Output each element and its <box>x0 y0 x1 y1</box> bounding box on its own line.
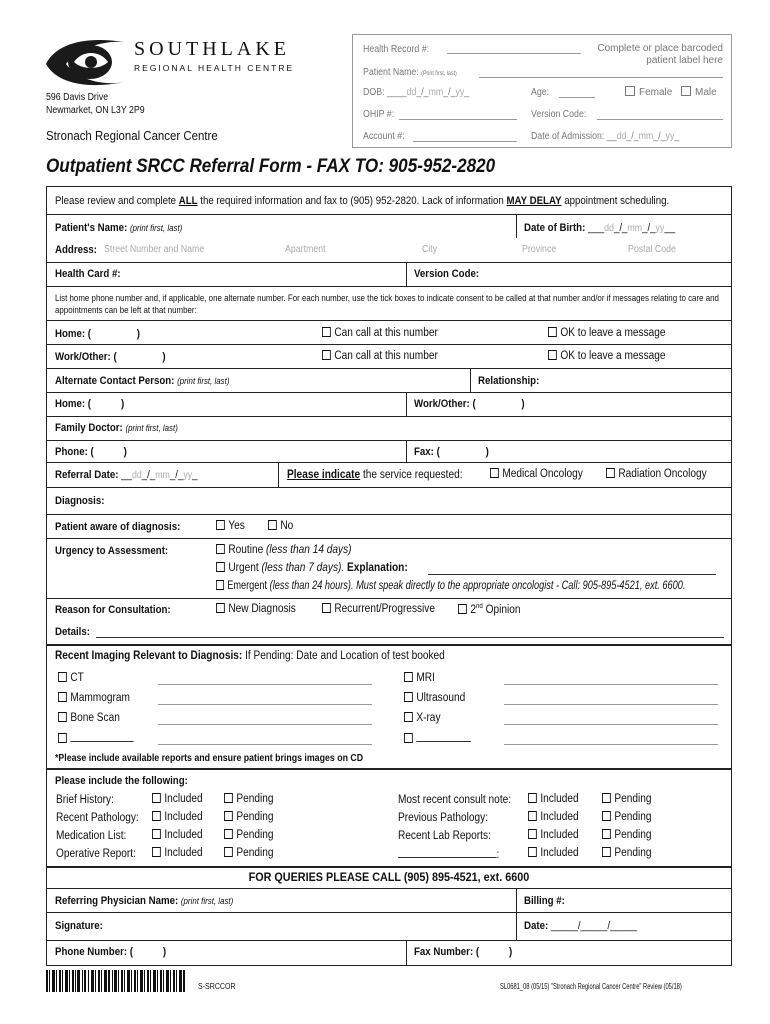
urgency-urgent-checkbox[interactable]: Urgent (less than 7 days). Explanation: <box>216 562 408 574</box>
referral-date-field[interactable]: Referral Date: __dd_/_mm_/_yy_ <box>55 469 198 481</box>
urgency-routine-checkbox[interactable]: Routine (less than 14 days) <box>216 544 352 556</box>
prev-path-included-checkbox[interactable]: Included <box>528 811 579 823</box>
details-field[interactable] <box>96 637 724 638</box>
lab-pending-checkbox[interactable]: Pending <box>602 829 651 841</box>
divider <box>46 768 732 770</box>
recurrent-checkbox[interactable]: Recurrent/Progressive <box>322 603 435 615</box>
male-checkbox[interactable]: Male <box>681 86 717 98</box>
details-label: Details: <box>55 626 90 638</box>
physician-phone-field[interactable]: Phone Number: ( ) <box>55 946 167 958</box>
imaging-ultrasound-checkbox[interactable]: Ultrasound <box>404 692 465 704</box>
physician-name-field[interactable]: Referring Physician Name: (print first, last) <box>55 895 234 907</box>
urgency-emergent-checkbox[interactable]: Emergent (less than 24 hours). Must speak directly to the appropriate oncologist - Call: 905-895-4521, ext. 6600. <box>216 580 685 592</box>
work-can-call-checkbox[interactable]: Can call at this number <box>322 350 438 362</box>
divider <box>46 286 732 287</box>
operative-report-label: Operative Report: <box>56 848 136 860</box>
city-field[interactable]: City <box>422 244 438 255</box>
imaging-other-right-checkbox[interactable] <box>404 732 471 745</box>
history-included-checkbox[interactable]: Included <box>152 793 203 805</box>
female-checkbox[interactable]: Female <box>625 86 672 98</box>
medication-list-label: Medication List: <box>56 830 127 842</box>
dob-field[interactable]: Date of Birth: ___dd_/_mm_/_yy__ <box>524 222 676 234</box>
divider <box>406 940 407 966</box>
divider <box>46 598 732 599</box>
service-requested-label: Please indicate the service requested: <box>287 469 463 481</box>
urgency-label: Urgency to Assessment: <box>55 545 169 557</box>
diagnosis-label[interactable]: Diagnosis: <box>55 495 105 507</box>
operative-pending-checkbox[interactable]: Pending <box>224 847 273 859</box>
family-doctor-label[interactable]: Family Doctor: (print first, last) <box>55 422 178 434</box>
imaging-bone-scan-checkbox[interactable]: Bone Scan <box>58 712 120 724</box>
imaging-note: *Please include available reports and ensure patient brings images on CD <box>55 753 364 764</box>
dob-label: DOB: ____dd_/_mm_/_yy_ <box>363 87 470 98</box>
divider <box>46 262 732 263</box>
alternate-work-field[interactable]: Work/Other: ( ) <box>414 398 525 410</box>
divider <box>516 214 517 238</box>
form-code: S-SRCCOR <box>198 982 236 991</box>
consult-included-checkbox[interactable]: Included <box>528 793 579 805</box>
previous-pathology-label: Previous Pathology: <box>398 812 489 824</box>
divider <box>46 866 732 868</box>
form-title: Outpatient SRCC Referral Form - FAX TO: 905-952-2820 <box>46 156 496 177</box>
relationship-label[interactable]: Relationship: <box>478 375 540 387</box>
province-field[interactable]: Province <box>522 244 557 255</box>
aware-no-checkbox[interactable]: No <box>268 520 293 532</box>
home-phone-field[interactable]: Home: ( ) <box>55 328 141 340</box>
hospital-logo <box>44 36 126 86</box>
revision-note: SL0681_08 (05/15) "Stronach Regional Cancer Centre" Review (05/18) <box>500 982 682 991</box>
pathology-included-checkbox[interactable]: Included <box>152 811 203 823</box>
ct-details-field[interactable] <box>158 684 372 685</box>
work-phone-field[interactable]: Work/Other: ( ) <box>55 351 166 363</box>
pathology-pending-checkbox[interactable]: Pending <box>224 811 273 823</box>
aware-yes-checkbox[interactable]: Yes <box>216 520 245 532</box>
work-ok-message-checkbox[interactable]: OK to leave a message <box>548 350 666 362</box>
ohip-label: OHIP #: <box>363 109 395 120</box>
brief-history-label: Brief History: <box>56 794 114 806</box>
imaging-mammogram-checkbox[interactable]: Mammogram <box>58 692 130 704</box>
admission-label: Date of Admission: __dd_/_mm_/_yy_ <box>531 131 680 142</box>
address-line1: 596 Davis Drive <box>46 92 109 103</box>
divider <box>46 416 732 417</box>
intro-text: Please review and complete ALL the required information and fax to (905) 952-2820. Lack of information MAY DELAY appointment scheduling. <box>55 195 670 207</box>
postal-code-field[interactable]: Postal Code <box>628 244 676 255</box>
operative-included-checkbox[interactable]: Included <box>152 847 203 859</box>
barcode-note: Complete or place barcoded patient label here <box>597 43 723 66</box>
health-record-field[interactable] <box>447 53 581 54</box>
patient-aware-label: Patient aware of diagnosis: <box>55 521 181 533</box>
divider <box>470 368 471 392</box>
imaging-mri-checkbox[interactable]: MRI <box>404 672 435 684</box>
billing-field[interactable]: Billing #: <box>524 895 565 907</box>
xray-details-field[interactable] <box>504 724 718 725</box>
divider <box>46 940 732 941</box>
doctor-fax-field[interactable]: Fax: ( ) <box>414 446 489 458</box>
patient-label-box <box>352 34 732 148</box>
reason-label: Reason for Consultation: <box>55 604 171 616</box>
divider <box>46 392 732 393</box>
other-right-details-field[interactable] <box>504 744 718 745</box>
medical-oncology-checkbox[interactable]: Medical Oncology <box>490 468 583 480</box>
patient-name-field[interactable] <box>479 77 723 78</box>
date-field[interactable]: Date: _____/_____/_____ <box>524 920 638 932</box>
logo-name: SOUTHLAKE <box>134 38 290 60</box>
divider <box>516 912 517 940</box>
divider <box>516 888 517 912</box>
imaging-xray-checkbox[interactable]: X-ray <box>404 712 441 724</box>
divider <box>46 538 732 539</box>
account-field[interactable] <box>413 141 517 142</box>
other-left-details-field[interactable] <box>158 744 372 745</box>
divider <box>46 214 732 215</box>
divider <box>46 440 732 441</box>
divider <box>46 644 732 646</box>
signature-field[interactable]: Signature: <box>55 920 103 932</box>
centre-name: Stronach Regional Cancer Centre <box>46 128 218 143</box>
divider <box>406 392 407 416</box>
divider <box>46 368 732 369</box>
mri-details-field[interactable] <box>504 684 718 685</box>
phone-note: List home phone number and, if applicable, one alternate number. For each number, use the tick boxes to indicate consent to be called at that number and/or if messages relating to care and appointments can be left at that number: <box>55 293 719 315</box>
imaging-other-left-checkbox[interactable] <box>58 732 134 745</box>
queries-banner: FOR QUERIES PLEASE CALL (905) 895-4521, ext. 6600 <box>248 870 530 884</box>
consult-pending-checkbox[interactable]: Pending <box>602 793 651 805</box>
history-pending-checkbox[interactable]: Pending <box>224 793 273 805</box>
medication-pending-checkbox[interactable]: Pending <box>224 829 273 841</box>
ultrasound-details-field[interactable] <box>504 704 718 705</box>
address-line2: Newmarket, ON L3Y 2P9 <box>46 105 145 116</box>
doctor-phone-field[interactable]: Phone: ( ) <box>55 446 127 458</box>
include-title: Please include the following: <box>55 775 188 787</box>
recent-pathology-label: Recent Pathology: <box>56 812 139 824</box>
explanation-field[interactable] <box>428 574 716 575</box>
second-opinion-checkbox[interactable]: 2nd Opinion <box>458 603 521 616</box>
medication-included-checkbox[interactable]: Included <box>152 829 203 841</box>
divider <box>46 912 732 913</box>
street-field[interactable]: Street Number and Name <box>104 244 205 255</box>
account-label: Account #: <box>363 131 405 142</box>
health-record-label: Health Record #: <box>363 44 430 55</box>
bone-scan-details-field[interactable] <box>158 724 372 725</box>
logo-subtitle: REGIONAL HEALTH CENTRE <box>134 63 295 73</box>
divider <box>406 440 407 462</box>
alternate-contact-label[interactable]: Alternate Contact Person: (print first, last) <box>55 375 230 387</box>
lab-included-checkbox[interactable]: Included <box>528 829 579 841</box>
mammogram-details-field[interactable] <box>158 704 372 705</box>
home-can-call-checkbox[interactable]: Can call at this number <box>322 327 438 339</box>
prev-path-pending-checkbox[interactable]: Pending <box>602 811 651 823</box>
radiation-oncology-checkbox[interactable]: Radiation Oncology <box>606 468 707 480</box>
version-field[interactable] <box>597 119 723 120</box>
address-label: Address: <box>55 244 97 256</box>
other-report-field[interactable]: : <box>398 848 499 861</box>
consult-note-label: Most recent consult note: <box>398 794 512 806</box>
other-pending-checkbox[interactable]: Pending <box>602 847 651 859</box>
version-label: Version Code: <box>531 109 587 120</box>
patient-name-label: Patient Name: (Print first, last) <box>363 67 457 78</box>
apartment-field[interactable]: Apartment <box>285 244 326 255</box>
imaging-ct-checkbox[interactable]: CT <box>58 672 84 684</box>
divider <box>278 462 279 488</box>
divider <box>46 344 732 345</box>
alternate-home-field[interactable]: Home: ( ) <box>55 398 125 410</box>
other-included-checkbox[interactable]: Included <box>528 847 579 859</box>
lab-reports-label: Recent Lab Reports: <box>398 830 491 842</box>
version-code-label[interactable]: Version Code: <box>414 268 480 280</box>
divider <box>46 888 732 889</box>
physician-fax-field[interactable]: Fax Number: ( ) <box>414 946 513 958</box>
age-field[interactable] <box>559 97 595 98</box>
divider <box>46 320 732 321</box>
divider <box>46 514 732 515</box>
new-diagnosis-checkbox[interactable]: New Diagnosis <box>216 603 296 615</box>
patient-name-label: Patient's Name: (print first, last) <box>55 222 183 234</box>
barcode <box>46 970 186 992</box>
home-ok-message-checkbox[interactable]: OK to leave a message <box>548 327 666 339</box>
age-label: Age: <box>531 87 550 98</box>
divider <box>406 262 407 286</box>
health-card-label[interactable]: Health Card #: <box>55 268 121 280</box>
ohip-field[interactable] <box>399 119 517 120</box>
imaging-title: Recent Imaging Relevant to Diagnosis: If Pending: Date and Location of test booked <box>55 650 445 662</box>
